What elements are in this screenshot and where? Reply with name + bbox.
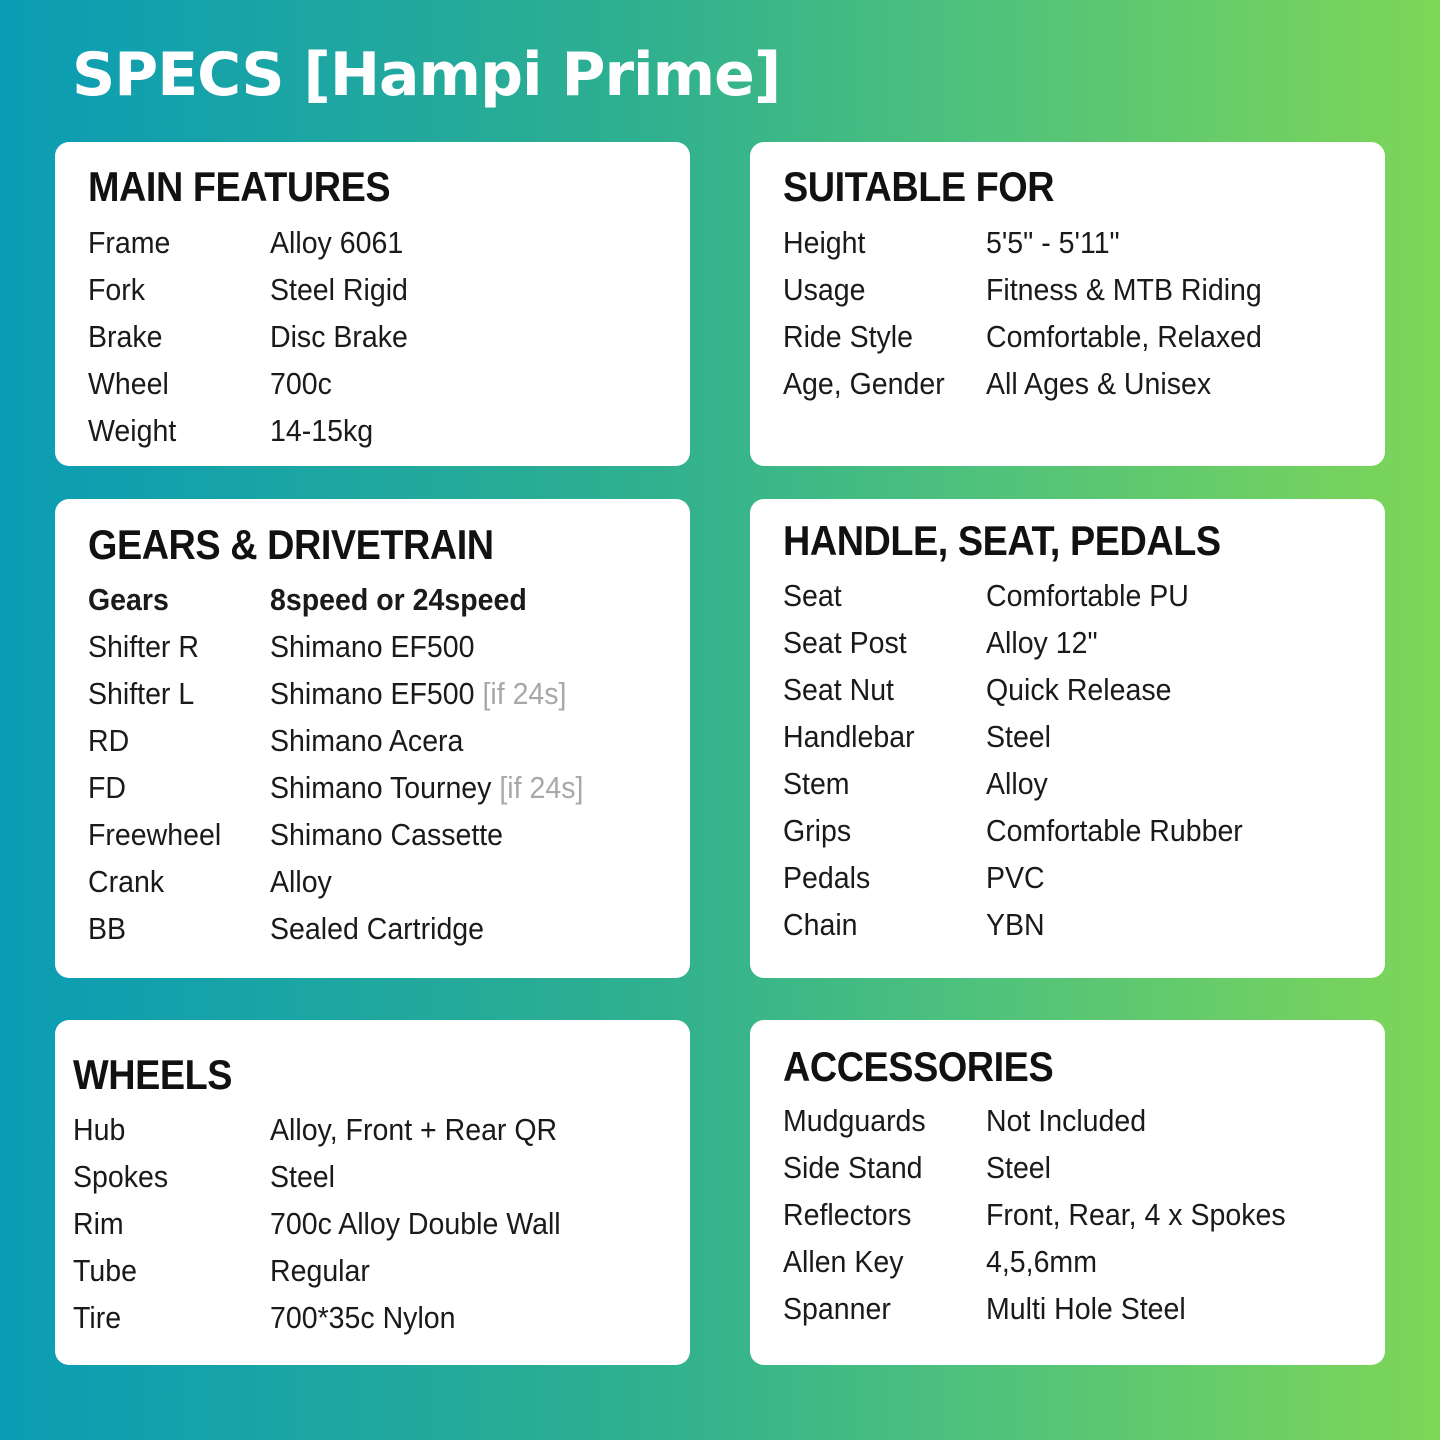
- spec-label: Stem: [783, 765, 850, 801]
- spec-value: [986, 719, 1051, 755]
- spec-value-text: Regular: [270, 1252, 370, 1288]
- spec-row: [783, 360, 1385, 407]
- spec-value: [270, 911, 484, 947]
- spec-value-text: Sealed Cartridge: [270, 910, 485, 946]
- spec-row: [783, 807, 1385, 854]
- spec-value: [986, 1291, 1186, 1327]
- spec-value-text: Shimano Acera: [270, 722, 464, 758]
- spec-label: Grips: [783, 812, 852, 848]
- spec-value: [270, 770, 583, 806]
- spec-value: [270, 864, 332, 900]
- spec-value: [270, 272, 408, 308]
- spec-label: Hub: [73, 1111, 126, 1147]
- spec-value-text: Shimano Tourney: [270, 769, 492, 805]
- spec-row: [88, 313, 690, 360]
- spec-value-text: Steel: [270, 1158, 336, 1194]
- spec-value-text: Fitness & MTB Riding: [986, 271, 1262, 307]
- spec-label: Brake: [88, 318, 163, 354]
- spec-value-text: Multi Hole Steel: [986, 1290, 1186, 1326]
- spec-label: Side Stand: [783, 1149, 923, 1185]
- spec-label: BB: [88, 910, 127, 946]
- spec-value: [270, 817, 503, 853]
- spec-value-text: Not Included: [986, 1102, 1147, 1138]
- spec-note: [if 24s]: [499, 769, 584, 805]
- wheels-card: [55, 1020, 690, 1365]
- spec-value: [986, 813, 1243, 849]
- spec-label: Weight: [88, 412, 177, 448]
- spec-value: [270, 723, 463, 759]
- spec-value: [986, 1197, 1286, 1233]
- section-heading: SUITABLE FOR: [783, 163, 1055, 210]
- spec-row: [783, 219, 1385, 266]
- spec-label: Freewheel: [88, 816, 222, 852]
- spec-label: Handlebar: [783, 718, 915, 754]
- spec-label: Fork: [88, 271, 146, 307]
- spec-label: Shifter L: [88, 675, 195, 711]
- spec-value: [270, 366, 332, 402]
- gears-drivetrain-card: [55, 499, 690, 978]
- spec-value: [986, 225, 1120, 261]
- spec-value: [986, 1103, 1146, 1139]
- spec-value-text: Steel Rigid: [270, 271, 408, 307]
- spec-label: Tire: [73, 1299, 122, 1335]
- section-heading: WHEELS: [73, 1051, 233, 1098]
- spec-row: [783, 313, 1385, 360]
- spec-label: Seat Post: [783, 624, 907, 660]
- spec-label: FD: [88, 769, 127, 805]
- spec-row: [783, 1238, 1385, 1285]
- spec-row: [783, 713, 1385, 760]
- spec-value: [986, 319, 1262, 355]
- spec-value: [986, 860, 1045, 896]
- spec-label: Reflectors: [783, 1196, 912, 1232]
- spec-value: [986, 578, 1189, 614]
- spec-row: [783, 1097, 1385, 1144]
- spec-value: [986, 272, 1262, 308]
- spec-label: Seat Nut: [783, 671, 894, 707]
- spec-row: [73, 1200, 690, 1247]
- spec-row: [73, 1153, 690, 1200]
- spec-value: [270, 1253, 370, 1289]
- spec-row: [88, 858, 690, 905]
- spec-value-text: 700c Alloy Double Wall: [270, 1205, 561, 1241]
- spec-label: Ride Style: [783, 318, 913, 354]
- spec-row: [88, 905, 690, 952]
- spec-row: [88, 811, 690, 858]
- suitable-for-card: [750, 142, 1385, 466]
- spec-row: [783, 266, 1385, 313]
- spec-row: [88, 576, 690, 623]
- spec-value-text: Steel: [986, 718, 1052, 754]
- spec-value: [270, 1206, 561, 1242]
- spec-value: [986, 672, 1171, 708]
- spec-label: Shifter R: [88, 628, 199, 664]
- spec-value: [986, 907, 1045, 943]
- spec-label: Rim: [73, 1205, 124, 1241]
- spec-value-text: 5'5" - 5'11": [986, 224, 1120, 260]
- spec-value-text: Alloy 12": [986, 624, 1098, 660]
- spec-label: Seat: [783, 577, 842, 613]
- spec-value: [270, 413, 373, 449]
- spec-value-text: Comfortable Rubber: [986, 812, 1243, 848]
- spec-row: [783, 666, 1385, 713]
- section-heading: MAIN FEATURES: [88, 163, 391, 210]
- spec-value-text: Alloy 6061: [270, 224, 404, 260]
- spec-label: Chain: [783, 906, 858, 942]
- spec-row: [88, 407, 690, 454]
- spec-value-text: Shimano EF500: [270, 675, 475, 711]
- spec-row: [88, 623, 690, 670]
- spec-value-text: Disc Brake: [270, 318, 408, 354]
- spec-value: [986, 766, 1048, 802]
- spec-row: [783, 1191, 1385, 1238]
- spec-row: [73, 1247, 690, 1294]
- spec-value-text: Steel: [986, 1149, 1052, 1185]
- spec-value-text: Quick Release: [986, 671, 1172, 707]
- spec-row: [783, 1144, 1385, 1191]
- spec-value-text: PVC: [986, 859, 1045, 895]
- spec-value-text: Comfortable PU: [986, 577, 1189, 613]
- spec-value-text: Alloy: [270, 863, 332, 899]
- spec-value: [270, 676, 566, 712]
- spec-row: [88, 266, 690, 313]
- spec-row: [88, 360, 690, 407]
- spec-label: Allen Key: [783, 1243, 904, 1279]
- spec-label: Spanner: [783, 1290, 891, 1326]
- spec-value-text: 700c: [270, 365, 332, 401]
- spec-label: Height: [783, 224, 866, 260]
- spec-label: Gears: [88, 581, 169, 617]
- spec-value: [270, 225, 403, 261]
- page-title: SPECS [Hampi Prime]: [72, 40, 781, 110]
- spec-value-text: 8speed or 24speed: [270, 581, 527, 617]
- spec-value: [270, 582, 527, 618]
- spec-value: [986, 1244, 1097, 1280]
- spec-value-text: YBN: [986, 906, 1045, 942]
- spec-label: Pedals: [783, 859, 871, 895]
- spec-value-text: Alloy: [986, 765, 1048, 801]
- spec-label: Tube: [73, 1252, 137, 1288]
- spec-row: [783, 572, 1385, 619]
- spec-value: [270, 1112, 557, 1148]
- section-heading: ACCESSORIES: [783, 1043, 1054, 1090]
- spec-row: [783, 619, 1385, 666]
- spec-value: [986, 366, 1211, 402]
- spec-row: [73, 1106, 690, 1153]
- accessories-card: [750, 1020, 1385, 1365]
- spec-row: [88, 670, 690, 717]
- spec-value: [270, 1300, 456, 1336]
- spec-label: Usage: [783, 271, 866, 307]
- spec-value-text: Shimano EF500: [270, 628, 475, 664]
- spec-value-text: 14-15kg: [270, 412, 374, 448]
- spec-value-text: Comfortable, Relaxed: [986, 318, 1262, 354]
- spec-label: Age, Gender: [783, 365, 945, 401]
- main-features-card: [55, 142, 690, 466]
- spec-value: [270, 1159, 335, 1195]
- spec-row: [88, 219, 690, 266]
- section-heading: GEARS & DRIVETRAIN: [88, 521, 494, 568]
- spec-row: [88, 717, 690, 764]
- spec-label: Crank: [88, 863, 165, 899]
- spec-value-text: Alloy, Front + Rear QR: [270, 1111, 558, 1147]
- spec-value-text: All Ages & Unisex: [986, 365, 1212, 401]
- spec-value: [986, 1150, 1051, 1186]
- spec-row: [783, 854, 1385, 901]
- spec-value-text: Shimano Cassette: [270, 816, 504, 852]
- spec-label: RD: [88, 722, 130, 758]
- spec-value: [986, 625, 1098, 661]
- spec-row: [783, 1285, 1385, 1332]
- spec-value-text: 4,5,6mm: [986, 1243, 1097, 1279]
- spec-row: [73, 1294, 690, 1341]
- spec-label: Frame: [88, 224, 171, 260]
- spec-row: [783, 901, 1385, 948]
- spec-value: [270, 629, 475, 665]
- spec-label: Wheel: [88, 365, 169, 401]
- spec-label: Mudguards: [783, 1102, 926, 1138]
- spec-note: [if 24s]: [482, 675, 567, 711]
- spec-label: Spokes: [73, 1158, 169, 1194]
- handle-seat-pedals-card: [750, 499, 1385, 978]
- spec-value-text: 700*35c Nylon: [270, 1299, 456, 1335]
- spec-row: [783, 760, 1385, 807]
- section-heading: HANDLE, SEAT, PEDALS: [783, 517, 1221, 564]
- spec-value: [270, 319, 408, 355]
- spec-row: [88, 764, 690, 811]
- spec-value-text: Front, Rear, 4 x Spokes: [986, 1196, 1286, 1232]
